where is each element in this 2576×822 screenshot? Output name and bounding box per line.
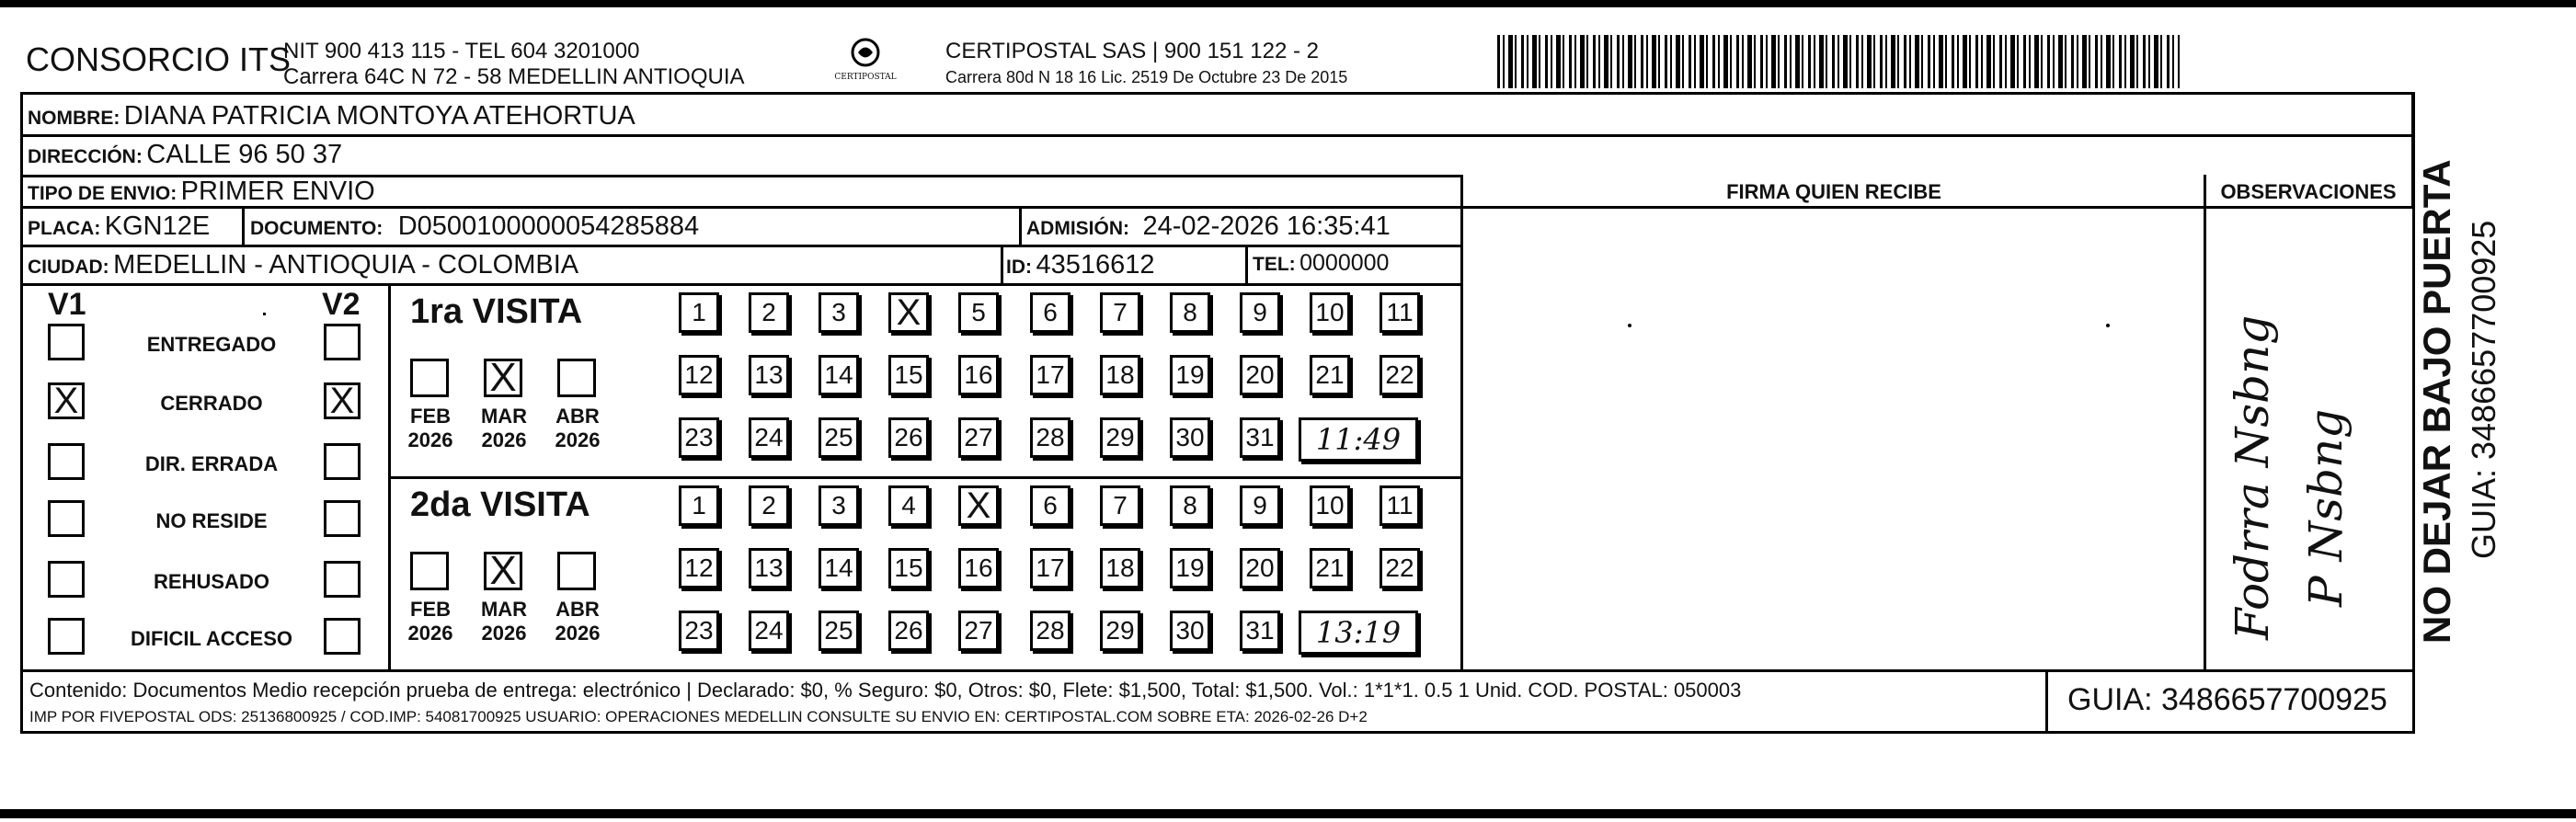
- firma-header: FIRMA QUIEN RECIBE: [1726, 180, 1941, 203]
- tel-field: [1253, 250, 1389, 277]
- status-option-label: DIFICIL ACCESO: [130, 627, 292, 650]
- day-box[interactable]: 31: [1240, 417, 1280, 458]
- status-option-label: ENTREGADO: [146, 333, 277, 356]
- visit-time: 13:19: [1299, 611, 1418, 655]
- v2-checkbox[interactable]: X: [324, 382, 361, 419]
- ciudad-value: MEDELLIN - ANTIOQUIA - COLOMBIA: [113, 250, 579, 280]
- placa-label: PLACA:: [28, 218, 101, 239]
- day-box[interactable]: 21: [1310, 548, 1350, 588]
- day-box[interactable]: 2: [749, 485, 789, 526]
- month-checkbox[interactable]: [557, 359, 596, 397]
- v2-header: V2: [322, 287, 361, 322]
- no-dejar-bajo-puerta: NO DEJAR BAJO PUERTA: [2415, 159, 2458, 644]
- day-box[interactable]: 30: [1170, 417, 1210, 458]
- nombre-value: DIANA PATRICIA MONTOYA ATEHORTUA: [123, 101, 635, 131]
- month-label: MAR: [480, 405, 528, 428]
- day-box[interactable]: 25: [819, 611, 859, 651]
- day-box[interactable]: 13: [749, 548, 789, 588]
- month-checkbox[interactable]: [557, 552, 596, 590]
- day-box[interactable]: 16: [958, 548, 999, 588]
- day-box[interactable]: 24: [749, 417, 789, 458]
- documento-value: D0500100000054285884: [397, 211, 700, 241]
- signature-area[interactable]: [1464, 210, 2202, 668]
- ciudad-label: CIUDAD:: [28, 257, 109, 278]
- day-box[interactable]: 21: [1310, 355, 1350, 395]
- day-box[interactable]: 18: [1100, 355, 1140, 395]
- day-box[interactable]: 23: [679, 611, 719, 651]
- v1-checkbox[interactable]: [48, 443, 85, 480]
- day-box[interactable]: 6: [1030, 485, 1070, 526]
- month-year-label: 2026: [555, 622, 601, 645]
- company-name: CONSORCIO ITS: [26, 40, 292, 78]
- nombre-label: NOMBRE:: [28, 108, 120, 129]
- day-box[interactable]: 25: [819, 417, 859, 458]
- v2-checkbox[interactable]: [324, 443, 361, 480]
- certipostal-line1: CERTIPOSTAL SAS | 900 151 122 - 2: [945, 39, 1319, 63]
- day-box[interactable]: 10: [1310, 292, 1350, 333]
- signature-dot: [2106, 324, 2110, 327]
- day-box[interactable]: 20: [1240, 355, 1280, 395]
- day-box[interactable]: 15: [888, 355, 929, 395]
- v2-checkbox[interactable]: [324, 618, 361, 655]
- month-year-label: 2026: [407, 428, 453, 451]
- day-box[interactable]: 14: [819, 355, 859, 395]
- logo-emblem-icon: [847, 37, 884, 68]
- status-dot: [263, 313, 266, 315]
- day-box[interactable]: 29: [1100, 417, 1140, 458]
- day-box[interactable]: 7: [1100, 292, 1140, 333]
- status-option-label: CERRADO: [160, 392, 263, 415]
- v2-checkbox[interactable]: [324, 561, 361, 598]
- v1-checkbox[interactable]: [48, 324, 85, 360]
- day-box[interactable]: 22: [1380, 548, 1420, 588]
- v2-checkbox[interactable]: [324, 324, 361, 360]
- visit-title: 2da VISITA: [410, 485, 590, 524]
- day-box[interactable]: 26: [888, 417, 929, 458]
- day-box[interactable]: 9: [1240, 292, 1280, 333]
- day-box[interactable]: 27: [958, 611, 999, 651]
- nit-line: NIT 900 413 115 - TEL 604 3201000: [283, 39, 640, 63]
- footer-info: IMP POR FIVEPOSTAL ODS: 25136800925 / COD.IMP: 54081700925 USUARIO: OPERACIONES MEDELLIN CONSULTE SU ENVIO EN: CERTIPOSTAL.COM SOBRE ETA: 2026-02-26 D+2: [29, 708, 1368, 725]
- month-checkbox[interactable]: [410, 552, 449, 590]
- direccion-field: [28, 140, 342, 170]
- status-option-label: REHUSADO: [154, 570, 269, 593]
- certipostal-logo: [824, 37, 907, 92]
- day-box[interactable]: 1: [679, 485, 719, 526]
- day-box[interactable]: 16: [958, 355, 999, 395]
- day-box[interactable]: 15: [888, 548, 929, 588]
- tipo-envio-value: PRIMER ENVIO: [180, 177, 375, 206]
- day-box[interactable]: 9: [1240, 485, 1280, 526]
- day-box[interactable]: 29: [1100, 611, 1140, 651]
- documento-label: DOCUMENTO:: [250, 218, 384, 239]
- day-box[interactable]: 1: [679, 292, 719, 333]
- side-guia: GUIA: 3486657700925: [2465, 220, 2502, 559]
- day-box[interactable]: 12: [679, 355, 719, 395]
- day-box[interactable]: 8: [1170, 485, 1210, 526]
- day-box[interactable]: 3: [819, 292, 859, 333]
- day-box[interactable]: 22: [1380, 355, 1420, 395]
- month-checkbox[interactable]: X: [484, 359, 522, 397]
- v1-checkbox[interactable]: [48, 561, 85, 598]
- month-checkbox[interactable]: X: [484, 552, 522, 590]
- placa-value: KGN12E: [104, 211, 211, 241]
- id-value: 43516612: [1036, 250, 1155, 280]
- day-box[interactable]: 11: [1380, 292, 1420, 333]
- v1-checkbox[interactable]: [48, 500, 85, 537]
- admision-label: ADMISIÓN:: [1026, 218, 1129, 239]
- documento-field: [250, 211, 699, 242]
- tel-value: 0000000: [1299, 250, 1390, 276]
- day-box[interactable]: 10: [1310, 485, 1350, 526]
- day-box[interactable]: 6: [1030, 292, 1070, 333]
- day-box[interactable]: 11: [1380, 485, 1420, 526]
- v2-checkbox[interactable]: [324, 500, 361, 537]
- day-box[interactable]: 13: [749, 355, 789, 395]
- day-box[interactable]: 19: [1170, 355, 1210, 395]
- nombre-field: [28, 101, 635, 131]
- month-year-label: 2026: [407, 622, 453, 645]
- certipostal-line2: Carrera 80d N 18 16 Lic. 2519 De Octubre 23 De 2015: [945, 68, 1348, 86]
- footer-content: Contenido: Documentos Medio recepción prueba de entrega: electrónico | Declarado: $0, % Seguro: $0, Otros: $0, Flete: $1,500, Total: $1,500. Vol.: 1*1*1. 0.5 1 Unid. COD. POSTAL: 050003: [29, 679, 1742, 702]
- month-label: MAR: [480, 598, 528, 621]
- barcode: [1497, 35, 2180, 88]
- day-box[interactable]: 30: [1170, 611, 1210, 651]
- day-box[interactable]: 31: [1240, 611, 1280, 651]
- day-box[interactable]: 27: [958, 417, 999, 458]
- day-box[interactable]: 28: [1030, 417, 1070, 458]
- day-box[interactable]: 24: [749, 611, 789, 651]
- logo-text: CERTIPOSTAL: [834, 73, 897, 82]
- ciudad-field: [28, 250, 578, 280]
- month-year-label: 2026: [481, 622, 527, 645]
- month-label: FEB: [410, 598, 451, 621]
- visit-time: 11:49: [1299, 417, 1418, 462]
- day-box[interactable]: 3: [819, 485, 859, 526]
- v1-header: V1: [48, 287, 86, 322]
- day-box[interactable]: 17: [1030, 355, 1070, 395]
- day-box[interactable]: 19: [1170, 548, 1210, 588]
- v1-checkbox[interactable]: X: [48, 382, 85, 419]
- day-box[interactable]: 8: [1170, 292, 1210, 333]
- observaciones-handwriting-2: P Nsbng: [2299, 408, 2353, 607]
- status-option-label: NO RESIDE: [155, 509, 268, 532]
- top-border: [0, 0, 2576, 7]
- footer-guia: GUIA: 3486657700925: [2067, 682, 2387, 717]
- signature-dot: [1628, 324, 1631, 327]
- day-box[interactable]: 17: [1030, 548, 1070, 588]
- day-box[interactable]: 23: [679, 417, 719, 458]
- day-box[interactable]: 20: [1240, 548, 1280, 588]
- direccion-label: DIRECCIÓN:: [28, 146, 143, 167]
- tipo-envio-field: [28, 177, 375, 207]
- day-box[interactable]: 28: [1030, 611, 1070, 651]
- tel-label: TEL:: [1253, 254, 1296, 275]
- direccion-value: CALLE 96 50 37: [146, 140, 343, 169]
- address-line: Carrera 64C N 72 - 58 MEDELLIN ANTIOQUIA: [283, 64, 745, 89]
- observaciones-handwriting-1: Fodrra Nsbng: [2226, 314, 2279, 640]
- visit-title: 1ra VISITA: [410, 292, 583, 331]
- day-box[interactable]: 26: [888, 611, 929, 651]
- day-box[interactable]: 4: [888, 485, 929, 526]
- id-field: [1006, 250, 1154, 280]
- day-box[interactable]: 2: [749, 292, 789, 333]
- tipo-envio-label: TIPO DE ENVIO:: [28, 183, 177, 204]
- observaciones-header: OBSERVACIONES: [2220, 180, 2397, 203]
- day-box[interactable]: 5: [958, 292, 999, 333]
- day-box-marked[interactable]: X: [958, 485, 999, 526]
- day-box[interactable]: 18: [1100, 548, 1140, 588]
- day-box-marked[interactable]: X: [888, 292, 929, 333]
- month-checkbox[interactable]: [410, 359, 449, 397]
- day-box[interactable]: 12: [679, 548, 719, 588]
- placa-field: [28, 211, 210, 242]
- month-label: FEB: [410, 405, 451, 428]
- month-label: ABR: [555, 598, 600, 621]
- month-year-label: 2026: [481, 428, 527, 451]
- v1-checkbox[interactable]: [48, 618, 85, 655]
- admision-field: [1026, 211, 1391, 242]
- month-year-label: 2026: [555, 428, 601, 451]
- day-box[interactable]: 14: [819, 548, 859, 588]
- day-box[interactable]: 7: [1100, 485, 1140, 526]
- admision-value: 24-02-2026 16:35:41: [1142, 211, 1391, 241]
- id-label: ID:: [1006, 257, 1032, 278]
- month-label: ABR: [555, 405, 600, 428]
- bottom-border: [0, 809, 2576, 818]
- status-option-label: DIR. ERRADA: [144, 452, 279, 475]
